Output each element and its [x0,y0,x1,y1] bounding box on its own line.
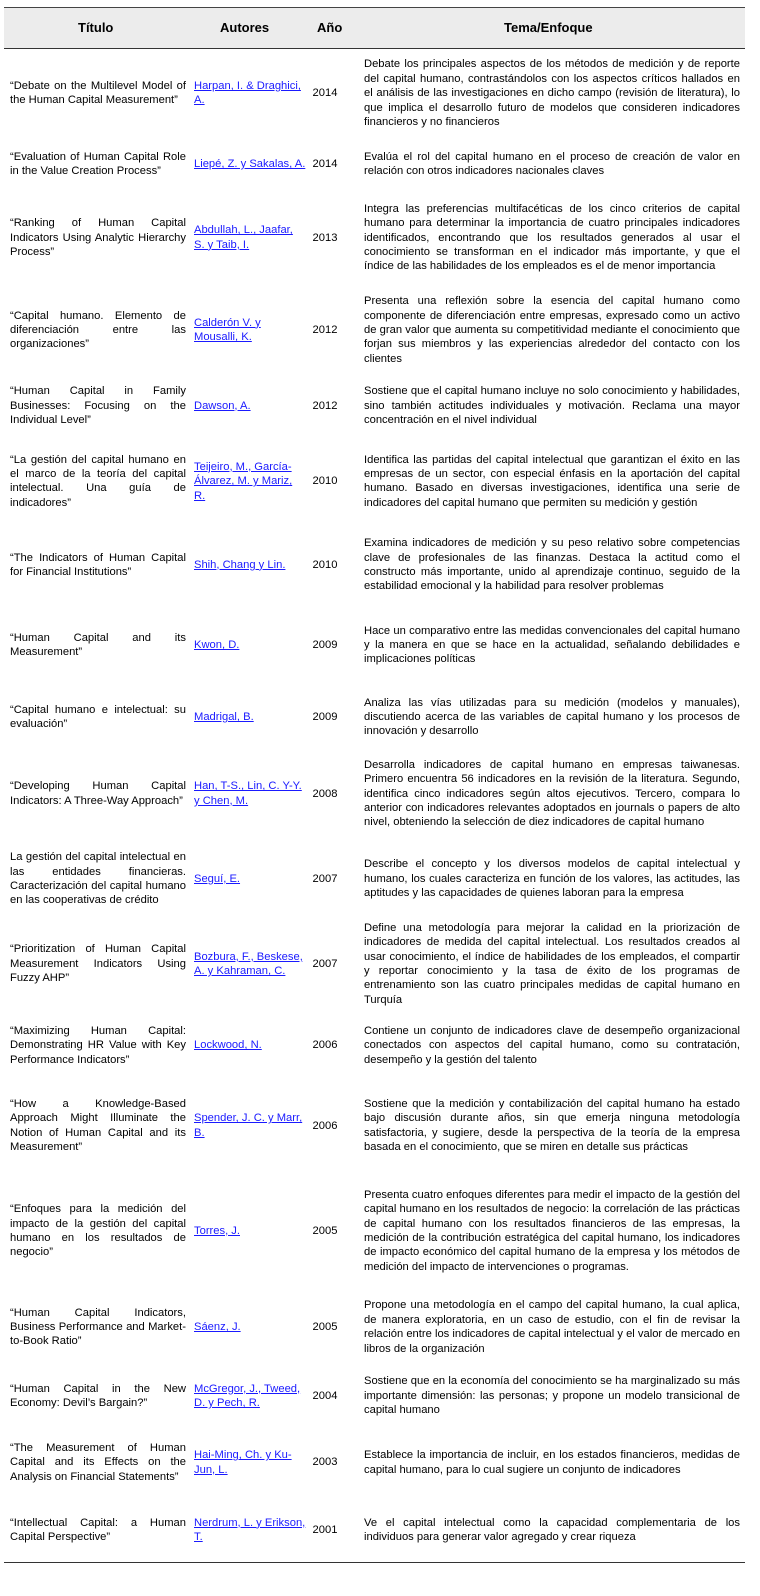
table-row [4,747,745,841]
row-theme-cell [364,1172,740,1290]
row-theme-cell [364,285,740,376]
author-link[interactable]: Spender, J. C. y Marr, B. [194,1112,303,1139]
author-link[interactable]: Bozbura, F., Beskese, A. y Kahraman, C. [194,950,303,978]
row-theme: Sostiene que en la economía del conocimiento se ha marginalizado su más importante dimensión: las personas; y propone un modelo transicional de capital humano [364,1375,740,1417]
row-title-cell [10,1011,186,1080]
table-row [4,49,745,138]
author-link[interactable]: Han, T-S., Lin, C. Y-Y. y Chen, M. [194,780,302,807]
header-year: Año [317,20,343,35]
row-theme-cell [364,603,740,688]
table-row [4,138,745,191]
row-year-cell [308,527,342,603]
row-theme-cell [364,1011,740,1080]
author-link-cell [194,747,306,841]
row-theme-cell [364,1428,740,1498]
author-link[interactable]: Hai-Ming, Ch. y Ku-Jun, L. [194,1449,292,1476]
table-row [4,285,745,376]
row-year-cell [308,747,342,841]
row-title: “Developing Human Capital Indicators: A Three-Way Approach” [10,780,186,807]
row-theme: Propone una metodología en el campo del capital humano, la cual aplica, de manera exploratoria, en un caso de estudio, con el fin de revisar la relación entre los indicadores de capital intelectual y el valor de mercado en libros de la organización [364,1299,740,1355]
row-title: “Enfoques para la medición del impacto de la gestión del capital humano en los resultados de negocio” [10,1203,186,1259]
row-title: “Intellectual Capital: a Human Capital Perspective” [10,1516,186,1544]
row-year-cell [308,841,342,917]
row-title: “Capital humano e intelectual: su evaluación” [10,703,186,731]
row-title-cell [10,1290,186,1364]
row-year-cell [308,1011,342,1080]
row-theme: Describe el concepto y los diversos modelos de capital intelectual y humano, los cuales caracteriza en función de los valores, las actitudes, las aptitudes y las capacidades de quienes laboran para la empresa [364,858,740,900]
row-title-cell [10,138,186,191]
table-row [4,1172,745,1290]
row-year-cell [308,688,342,747]
row-year-cell [308,1364,342,1427]
row-year: 2013 [312,231,338,244]
header-title: Título [78,20,114,35]
header-authors: Autores [220,20,270,35]
author-link-cell [194,841,306,917]
row-year-cell [308,917,342,1011]
author-link[interactable]: Dawson, A. [194,399,251,412]
row-theme: Evalúa el rol del capital humano en el proceso de creación de valor en relación con otros indicadores nacionales claves [364,150,740,178]
author-link[interactable]: Madrigal, B. [194,710,254,723]
row-theme-cell [364,917,740,1011]
author-link-cell [194,1428,306,1498]
table-row [4,376,745,436]
row-title: “Prioritization of Human Capital Measurement Indicators Using Fuzzy AHP” [10,943,186,985]
row-theme-cell [364,747,740,841]
author-link[interactable]: Nerdrum, L. y Erikson, T. [194,1516,306,1544]
row-title-cell [10,436,186,527]
row-year: 2009 [312,639,338,652]
table-header [4,8,745,49]
author-link[interactable]: Calderón V. y Mousalli, K. [194,316,261,344]
author-link-cell [194,376,306,436]
author-link-cell [194,285,306,376]
author-link-cell [194,1172,306,1290]
row-year: 2012 [312,324,338,337]
row-title: “Ranking of Human Capital Indicators Using Analytic Hierarchy Process” [10,217,186,258]
row-theme: Ve el capital intelectual como la capacidad complementaria de los individuos para generar valor agregado y crear riqueza [364,1516,740,1544]
row-theme-cell [364,49,740,138]
row-theme-cell [364,688,740,747]
row-year-cell [308,436,342,527]
author-link[interactable]: Abdullah, L., Jaafar, S. y Taib, I. [194,224,293,251]
row-title: La gestión del capital intelectual en las entidades financieras. Caracterización del capital humano en las cooperativas de crédito [10,851,186,907]
row-theme-cell [364,191,740,285]
row-theme-cell [364,841,740,917]
row-theme: Hace un comparativo entre las medidas convencionales del capital humano y la manera en que se hace en la actualidad, señalando debilidades e implicaciones políticas [364,624,740,666]
row-year-cell [308,1497,342,1563]
row-year: 2001 [312,1524,338,1536]
author-link[interactable]: McGregor, J., Tweed, D. y Pech, R. [194,1382,301,1409]
row-title: “Human Capital Indicators, Business Performance and Market-to-Book Ratio” [10,1306,186,1348]
author-link-cell [194,1080,306,1172]
row-year-cell [308,49,342,138]
row-theme-cell [364,376,740,436]
author-link-cell [194,1290,306,1364]
row-theme: Establece la importancia de incluir, en los estados financieros, medidas de capital humano, para lo cual sugiere un conjunto de indicadores [364,1449,740,1476]
row-theme-cell [364,1364,740,1427]
row-theme-cell [364,436,740,527]
author-link[interactable]: Seguí, E. [194,872,241,885]
row-year: 2006 [312,1119,338,1132]
row-title: “The Measurement of Human Capital and its Effects on the Analysis on Financial Statements” [10,1441,186,1483]
row-theme: Analiza las vías utilizadas para su medición (modelos y manuales), discutiendo acerca de las variables de capital humano y los procesos de innovación y desarrollo [364,696,740,738]
row-theme: Define una metodología para mejorar la calidad en la priorización de indicadores de medida del capital intelectual. Los resultados creados al usar conocimiento, el índice de habilidades de los empleados, el compartir y reportar conocimiento y la tasa de éxito de los programas de entrenamiento son las cuatro principales medidas de capital humano en Turquía [364,921,740,1006]
row-title: “The Indicators of Human Capital for Financial Institutions” [10,551,186,578]
row-title-cell [10,603,186,688]
author-link[interactable]: Liepé, Z. y Sakalas, A. [194,158,306,171]
row-theme-cell [364,138,740,191]
row-title-cell [10,841,186,917]
row-year: 2006 [312,1039,338,1052]
row-year-cell [308,1172,342,1290]
author-link[interactable]: Harpan, I. & Draghici, A. [194,80,301,107]
table-row [4,1080,745,1172]
row-title-cell [10,1497,186,1563]
row-title-cell [10,1364,186,1427]
row-year-cell [308,1080,342,1172]
row-year: 2010 [312,558,338,571]
table-row [4,917,745,1011]
row-theme: Examina indicadores de medición y su peso relativo sobre competencias clave de profesionales de las finanzas. Destaca la actitud como el constructo más importante, unido al aprendizaje continuo, seguido de la estabilidad emocional y la habilidad para resolver problemas [364,537,740,593]
table-row [4,1011,745,1080]
row-year: 2005 [312,1224,338,1237]
table-row [4,688,745,747]
row-theme: Integra las preferencias multifacéticas de los cinco criterios de capital humano para determinar la importancia de cuatro principales indicadores identificados, encontrando que los resultados generados al usar el conocimiento se transforman en el indicador más importante, y que el índice de las habilidades de los empleados es el de menor importancia [364,202,740,273]
row-title: “La gestión del capital humano en el marco de la teoría del capital intelectual. Una guía de indicadores” [10,453,186,509]
row-year-cell [308,1290,342,1364]
author-link-cell [194,1497,306,1563]
row-title-cell [10,285,186,376]
table-row [4,1290,745,1364]
author-link-cell [194,1364,306,1427]
row-title: “Human Capital in Family Businesses: Focusing on the Individual Level” [10,385,186,427]
row-year: 2010 [312,475,338,488]
row-year-cell [308,603,342,688]
row-theme-cell [364,1080,740,1172]
row-title: “Maximizing Human Capital: Demonstrating HR Value with Key Performance Indicators” [10,1024,186,1066]
row-theme: Presenta cuatro enfoques diferentes para medir el impacto de la gestión del capital humano en los resultados de negocio: la correlación de las prácticas de capital humano con los resultados financieros de las empresas, la medición de la contribución estratégica del capital humano, los indicadores de impacto económico del capital humano de la empresa y los métodos de medición del impacto de intervenciones o programas. [364,1188,740,1273]
literature-table [4,7,745,1563]
author-link-cell [194,603,306,688]
row-theme: Debate los principales aspectos de los métodos de medición y de reporte del capital humano, contrastándolos con los aspectos críticos hallados en el análisis de las investigaciones en dicho campo (revisión de literatura), lo que implica el desarrollo futuro de modelos que consideren indicadores financieros y no financieros [364,58,740,129]
author-link[interactable]: Sáenz, J. [194,1321,241,1333]
row-year-cell [308,1428,342,1498]
author-link-cell [194,527,306,603]
row-title-cell [10,376,186,436]
row-title: “How a Knowledge-Based Approach Might Illuminate the Notion of Human Capital and its Measurement” [10,1097,186,1154]
table-row [4,436,745,527]
row-year: 2012 [312,399,338,412]
row-title-cell [10,527,186,603]
table-row [4,191,745,285]
row-year-cell [308,285,342,376]
row-year: 2007 [312,872,338,885]
row-title-cell [10,1428,186,1498]
row-theme: Desarrolla indicadores de capital humano en empresas taiwanesas. Primero encuentra 56 indicadores en la revisión de la literatura. Segundo, identifica cinco indicadores según altos ejecutivos. Tercero, compara lo anterior con indicadores relevantes adoptados en journals o papers de alto nivel, obteniendo la selección de diez indicadores de capital humano [364,758,740,829]
author-link[interactable]: Torres, J. [194,1224,240,1237]
row-year: 2004 [312,1389,338,1402]
row-year-cell [308,376,342,436]
row-title-cell [10,1080,186,1172]
table-row [4,1497,745,1563]
table-row [4,1428,745,1498]
row-year-cell [308,138,342,191]
table-body [4,49,745,1563]
row-theme: Sostiene que el capital humano incluye no solo conocimiento y habilidades, sino también actitudes individuales y motivación. Reclama una mayor concentración en el nivel individual [364,385,740,427]
row-year: 2007 [312,957,338,970]
author-link-cell [194,1011,306,1080]
row-year: 2014 [312,87,338,100]
author-link[interactable]: Teijeiro, M., García-Álvarez, M. y Mariz, R. [194,460,293,502]
author-link[interactable]: Lockwood, N. [194,1039,262,1052]
row-year-cell [308,191,342,285]
header-theme: Tema/Enfoque [504,20,593,35]
row-year: 2003 [312,1456,338,1469]
row-title-cell [10,1172,186,1290]
row-year: 2008 [312,787,338,800]
row-theme: Presenta una reflexión sobre la esencia del capital humano como componente de diferenciación entre empresas, expresado como un activo de gran valor que aumenta su competitividad mediante el conocimiento que forjan sus miembros y las experiencias alrededor del contacto con los clientes [364,295,740,365]
row-theme-cell [364,1497,740,1563]
table-row [4,527,745,603]
table-row [4,1364,745,1427]
author-link[interactable]: Shih, Chang y Lin. [194,558,286,571]
author-link-cell [194,688,306,747]
row-year: 2005 [312,1321,338,1333]
row-title-cell [10,917,186,1011]
row-theme: Contiene un conjunto de indicadores clave de desempeño organizacional conectados con aspectos del capital humano, como su contratación, desempeño y la gestión del talento [364,1024,740,1066]
author-link-cell [194,436,306,527]
row-title-cell [10,49,186,138]
row-year: 2014 [312,158,338,171]
table-row [4,603,745,688]
row-theme: Sostiene que la medición y contabilización del capital humano ha estado bajo discusión durante años, sin que emerja ninguna metodología satisfactoria, y sugiere, desde la perspectiva de la teoría de la empresa basada en el conocimiento, que se miren en detalle sus prácticas [364,1097,740,1154]
row-title-cell [10,747,186,841]
row-title-cell [10,688,186,747]
author-link-cell [194,49,306,138]
author-link-cell [194,191,306,285]
row-theme: Identifica las partidas del capital intelectual que garantizan el éxito en las empresas de un sector, con especial énfasis en la aportación del capital humano. Basado en diversas investigaciones, identifica una serie de indicadores del capital humano que permiten su medición y gestión [364,453,740,509]
row-theme-cell [364,1290,740,1364]
row-title: “Evaluation of Human Capital Role in the Value Creation Process” [10,150,186,178]
table-row [4,841,745,917]
author-link-cell [194,138,306,191]
row-theme-cell [364,527,740,603]
row-title: “Human Capital in the New Economy: Devil’s Bargain?” [10,1382,186,1409]
author-link[interactable]: Kwon, D. [194,639,240,652]
row-year: 2009 [312,710,338,723]
row-title-cell [10,191,186,285]
author-link-cell [194,917,306,1011]
row-title: “Capital humano. Elemento de diferenciación entre las organizaciones” [10,309,186,351]
row-title: “Debate on the Multilevel Model of the Human Capital Measurement” [10,80,186,107]
row-title: “Human Capital and its Measurement” [10,631,186,659]
